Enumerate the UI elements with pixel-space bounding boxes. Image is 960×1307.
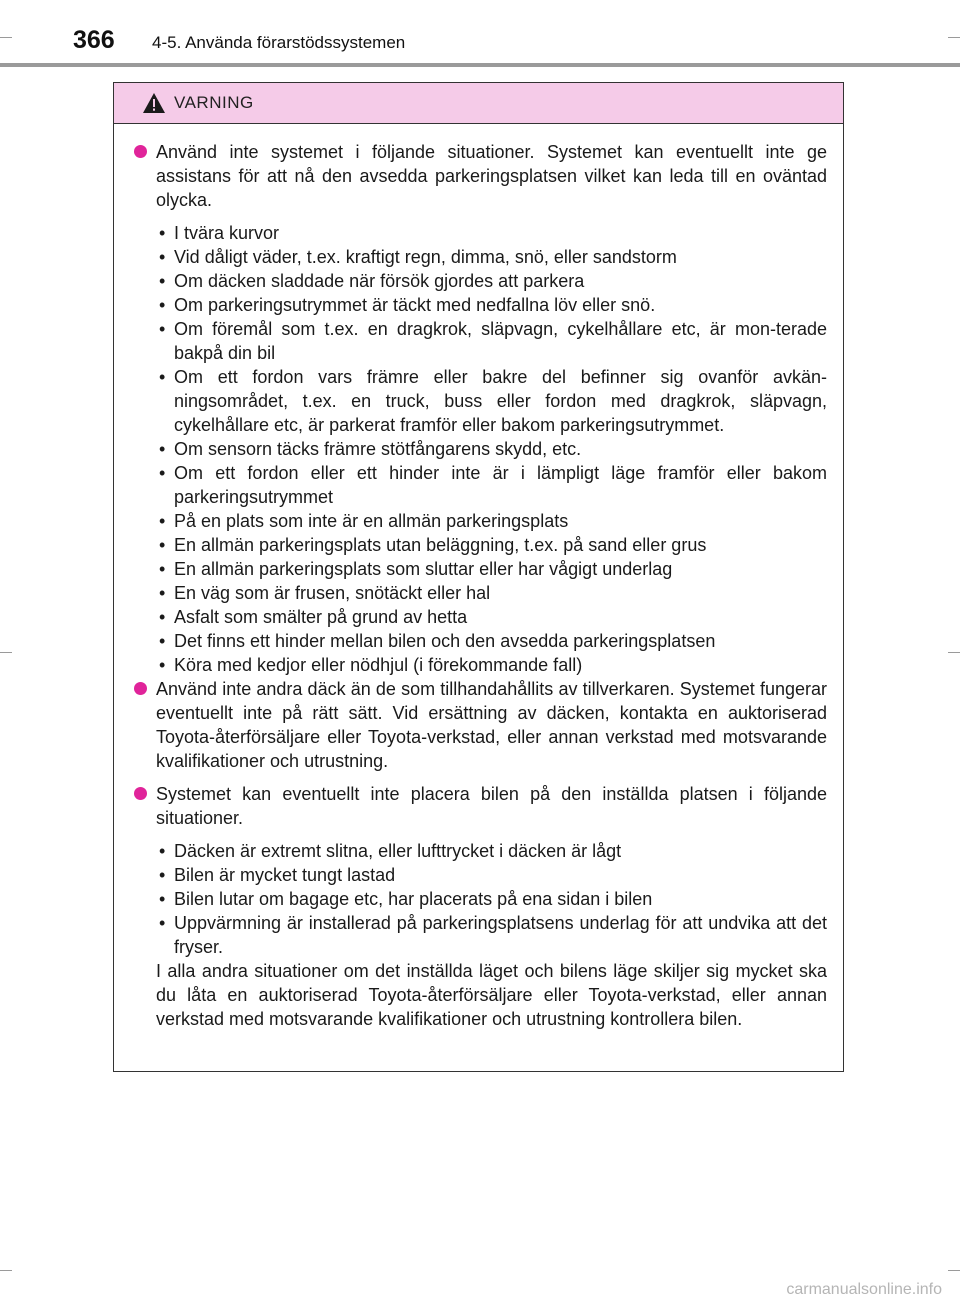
situation-list <box>134 221 827 677</box>
paragraph-text: Använd inte systemet i följande situationer. Systemet kan eventuellt inte ge assistans för att nå den avsedda parkeringsplatsen vilket kan leda till en oväntad olycka. <box>156 142 827 210</box>
header-rule <box>0 63 960 67</box>
list-item: • En allmän parkeringsplats som sluttar eller har vågigt underlag <box>156 557 827 581</box>
list-item: • I tvära kurvor <box>156 221 827 245</box>
crop-mark <box>948 37 960 38</box>
list-item: • Vid dåligt väder, t.ex. kraftigt regn, dimma, snö, eller sandstorm <box>156 245 827 269</box>
crop-mark <box>0 1270 12 1271</box>
closing-text: I alla andra situationer om det inställda läget och bilens läge skiljer sig mycket ska du låta en auktoriserad Toyota-återförsäljare eller Toyota-verkstad, eller annan verkstad med motsvarande kvalifikationer och utrustning kontrollera bilen. <box>156 961 827 1029</box>
crop-mark <box>948 1270 960 1271</box>
situation-list <box>134 839 827 959</box>
warning-box <box>113 82 844 1072</box>
list-item: • Däcken är extremt slitna, eller lufttrycket i däcken är lågt <box>156 839 827 863</box>
warning-paragraph <box>134 782 827 830</box>
list-item: • Om parkeringsutrymmet är täckt med nedfallna löv eller snö. <box>156 293 827 317</box>
list-item: • På en plats som inte är en allmän parkeringsplats <box>156 509 827 533</box>
crop-mark <box>0 37 12 38</box>
list-item: • Bilen lutar om bagage etc, har placerats på ena sidan i bilen <box>156 887 827 911</box>
list-item: • Bilen är mycket tungt lastad <box>156 863 827 887</box>
page-number: 366 <box>73 26 115 54</box>
bullet-dot-icon <box>134 787 147 800</box>
crop-mark <box>0 652 12 653</box>
list-item: • Om däcken sladdade när försök gjordes att parkera <box>156 269 827 293</box>
warning-header <box>114 83 843 124</box>
list-item: • Uppvärmning är installerad på parkeringsplatsens underlag för att undvika att det fryser. <box>156 911 827 959</box>
list-item: • En allmän parkeringsplats utan beläggning, t.ex. på sand eller grus <box>156 533 827 557</box>
list-item: • Om sensorn täcks främre stötfångarens skydd, etc. <box>156 437 827 461</box>
list-item: • Om föremål som t.ex. en dragkrok, släpvagn, cykelhållare etc, är mon-terade bakpå din bil <box>156 317 827 365</box>
warning-paragraph <box>134 140 827 212</box>
list-item: • Om ett fordon eller ett hinder inte är i lämpligt läge framför eller bakom parkeringsutrymmet <box>156 461 827 509</box>
warning-paragraph <box>134 677 827 773</box>
bullet-dot-icon <box>134 682 147 695</box>
warning-label: VARNING <box>174 93 254 112</box>
paragraph-text: Systemet kan eventuellt inte placera bilen på den inställda platsen i följande situationer. <box>156 784 827 828</box>
list-item: • Det finns ett hinder mellan bilen och den avsedda parkeringsplatsen <box>156 629 827 653</box>
paragraph-text: Använd inte andra däck än de som tillhandahållits av tillverkaren. Systemet fungerar eventuellt inte på rätt sätt. Vid ersättning av däcken, kontakta en auktoriserad Toyota-återförsäljare eller Toyota-verkstad, eller annan verkstad med motsvarande kvalifikationer och utrustning. <box>156 679 827 771</box>
watermark: carmanualsonline.info <box>786 1281 942 1298</box>
warning-triangle-icon <box>142 92 166 114</box>
bullet-dot-icon <box>134 145 147 158</box>
list-item: • Asfalt som smälter på grund av hetta <box>156 605 827 629</box>
list-item: • Köra med kedjor eller nödhjul (i förekommande fall) <box>156 653 827 677</box>
warning-body <box>114 124 843 1031</box>
list-item: • En väg som är frusen, snötäckt eller hal <box>156 581 827 605</box>
crop-mark <box>948 652 960 653</box>
section-title: 4-5. Använda förarstödssystemen <box>152 33 406 52</box>
list-item: • Om ett fordon vars främre eller bakre del befinner sig ovanför avkän-ningsområdet, t.ex. en truck, buss eller fordon med dragkrok, släpvagn, cykelhållare etc, är parkerat framför eller bakom parkeringsutrymmet. <box>156 365 827 437</box>
